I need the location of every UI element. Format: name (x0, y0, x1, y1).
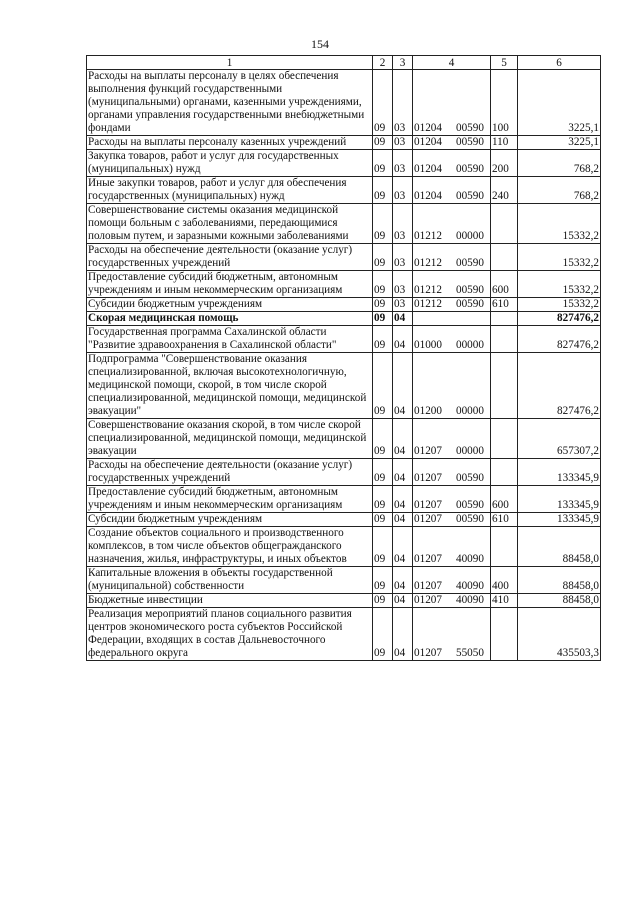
amount-cell: 88458,0 (518, 567, 601, 594)
subsection-code-cell: 03 (393, 136, 413, 150)
target-article-cell (413, 298, 491, 312)
expense-type-cell: 410 (491, 594, 518, 608)
target-article-direction: 00590 (455, 122, 484, 134)
expense-type-cell: 240 (491, 177, 518, 204)
table-header-row (87, 56, 601, 70)
row-name-cell: Капитальные вложения в объекты государственной (муниципальной) собственности (87, 567, 373, 594)
subsection-code-cell: 03 (393, 244, 413, 271)
target-article-direction: 40090 (455, 553, 484, 565)
section-code-cell: 09 (373, 136, 393, 150)
subsection-code-cell: 04 (393, 594, 413, 608)
amount-cell: 827476,2 (518, 312, 601, 326)
subsection-code-cell: 04 (393, 326, 413, 353)
target-article-program: 01207 (414, 472, 442, 484)
amount-cell: 3225,1 (518, 70, 601, 136)
target-article-cell (413, 312, 491, 326)
target-article-cell (413, 353, 491, 419)
row-name-cell: Создание объектов социального и производственного комплексов, в том числе объектов общегражданского назначения, жилья, инфраструктуры, и иных объектов (87, 527, 373, 567)
target-article-program: 01000 (414, 339, 442, 351)
row-name-cell: Закупка товаров, работ и услуг для государственных (муниципальных) нужд (87, 150, 373, 177)
section-code-cell: 09 (373, 150, 393, 177)
expense-type-cell (491, 353, 518, 419)
expense-type-cell: 110 (491, 136, 518, 150)
row-name-cell: Бюджетные инвестиции (87, 594, 373, 608)
expense-type-cell: 200 (491, 150, 518, 177)
subsection-code-cell: 03 (393, 204, 413, 244)
target-article-direction: 40090 (455, 580, 484, 592)
expense-type-cell (491, 312, 518, 326)
target-article-cell (413, 150, 491, 177)
table-row (87, 271, 601, 298)
amount-cell: 15332,2 (518, 204, 601, 244)
target-article-cell (413, 594, 491, 608)
table-row (87, 419, 601, 459)
section-code-cell: 09 (373, 271, 393, 298)
target-article-direction: 00590 (455, 298, 484, 310)
subsection-code-cell: 04 (393, 419, 413, 459)
target-article-program: 01207 (414, 499, 442, 511)
expense-type-cell: 600 (491, 486, 518, 513)
table-row (87, 459, 601, 486)
target-article-cell (413, 527, 491, 567)
amount-cell: 88458,0 (518, 527, 601, 567)
target-article-program: 01207 (414, 513, 442, 525)
row-name-cell: Совершенствование оказания скорой, в том числе скорой специализированной, медицинской помощи, медицинской эвакуации (87, 419, 373, 459)
target-article-program: 01207 (414, 445, 442, 457)
table-row (87, 244, 601, 271)
target-article-program: 01204 (414, 163, 442, 175)
target-article-program: 01204 (414, 190, 442, 202)
expense-type-cell (491, 459, 518, 486)
table-row (87, 326, 601, 353)
amount-cell: 827476,2 (518, 353, 601, 419)
section-code-cell: 09 (373, 527, 393, 567)
section-code-cell: 09 (373, 298, 393, 312)
expense-type-cell (491, 527, 518, 567)
target-article-direction: 40090 (455, 594, 484, 606)
table-row (87, 298, 601, 312)
page-number: 154 (311, 37, 329, 51)
row-name-cell: Государственная программа Сахалинской области "Развитие здравоохранения в Сахалинской области" (87, 326, 373, 353)
table-row (87, 527, 601, 567)
target-article-program: 01212 (414, 298, 442, 310)
target-article-program: 01212 (414, 257, 442, 269)
target-article-program: 01204 (414, 122, 442, 134)
amount-cell: 15332,2 (518, 298, 601, 312)
subsection-code-cell: 04 (393, 513, 413, 527)
amount-cell: 133345,9 (518, 459, 601, 486)
row-name-cell: Субсидии бюджетным учреждениям (87, 513, 373, 527)
table-row (87, 486, 601, 513)
section-code-cell: 09 (373, 608, 393, 661)
target-article-program: 01212 (414, 230, 442, 242)
section-code-cell: 09 (373, 70, 393, 136)
budget-table (86, 55, 601, 661)
target-article-direction: 00000 (455, 230, 484, 242)
table-row (87, 567, 601, 594)
expense-type-cell: 600 (491, 271, 518, 298)
column-header: 5 (491, 56, 518, 70)
subsection-code-cell: 03 (393, 177, 413, 204)
expense-type-cell: 610 (491, 298, 518, 312)
target-article-cell (413, 567, 491, 594)
column-header: 3 (393, 56, 413, 70)
row-name-cell: Предоставление субсидий бюджетным, автономным учреждениям и иным некоммерческим организациям (87, 271, 373, 298)
row-name-cell: Подпрограмма "Совершенствование оказания специализированной, включая высокотехнологичную, медицинской помощи, скорой, в том числе скорой специализированной, медицинской помощи, медицинской эвакуации" (87, 353, 373, 419)
amount-cell: 15332,2 (518, 271, 601, 298)
section-code-cell: 09 (373, 459, 393, 486)
expense-type-cell (491, 326, 518, 353)
section-code-cell: 09 (373, 244, 393, 271)
target-article-direction: 00590 (455, 472, 484, 484)
subsection-code-cell: 03 (393, 271, 413, 298)
target-article-program: 01207 (414, 580, 442, 592)
expense-type-cell (491, 204, 518, 244)
row-name-cell: Реализация мероприятий планов социального развития центров экономического роста субъектов Российской Федерации, входящих в состав Дальневосточного федерального округа (87, 608, 373, 661)
row-name-cell: Совершенствование системы оказания медицинской помощи больным с заболеваниями, передающимися половым путем, и заразными кожными заболеваниями (87, 204, 373, 244)
target-article-cell (413, 204, 491, 244)
target-article-program: 01200 (414, 405, 442, 417)
row-name-cell: Предоставление субсидий бюджетным, автономным учреждениям и иным некоммерческим организациям (87, 486, 373, 513)
target-article-direction: 00590 (455, 136, 484, 148)
target-article-direction: 00590 (455, 163, 484, 175)
row-name-cell: Иные закупки товаров, работ и услуг для обеспечения государственных (муниципальных) нужд (87, 177, 373, 204)
row-name-cell: Расходы на выплаты персоналу в целях обеспечения выполнения функций государственными (муниципальными) органами, казенными учреждениями, органами управления государственными внебюджетными фондами (87, 70, 373, 136)
target-article-cell (413, 70, 491, 136)
table-row (87, 353, 601, 419)
target-article-cell (413, 459, 491, 486)
target-article-direction: 00590 (455, 499, 484, 511)
section-code-cell: 09 (373, 567, 393, 594)
expense-type-cell (491, 608, 518, 661)
subsection-code-cell: 04 (393, 486, 413, 513)
section-code-cell: 09 (373, 594, 393, 608)
subsection-code-cell: 04 (393, 527, 413, 567)
target-article-direction: 00590 (455, 284, 484, 296)
target-article-direction: 00000 (455, 405, 484, 417)
amount-cell: 827476,2 (518, 326, 601, 353)
expense-type-cell: 610 (491, 513, 518, 527)
target-article-cell (413, 486, 491, 513)
target-article-cell (413, 326, 491, 353)
expense-type-cell: 100 (491, 70, 518, 136)
table-row (87, 312, 601, 326)
subsection-code-cell: 03 (393, 70, 413, 136)
table-row (87, 513, 601, 527)
subsection-code-cell: 04 (393, 353, 413, 419)
expense-type-cell: 400 (491, 567, 518, 594)
column-header: 6 (518, 56, 601, 70)
target-article-cell (413, 513, 491, 527)
table-row (87, 70, 601, 136)
target-article-program: 01212 (414, 284, 442, 296)
target-article-cell (413, 419, 491, 459)
section-code-cell: 09 (373, 204, 393, 244)
amount-cell: 88458,0 (518, 594, 601, 608)
section-code-cell: 09 (373, 419, 393, 459)
subsection-code-cell: 03 (393, 150, 413, 177)
section-code-cell: 09 (373, 353, 393, 419)
target-article-direction: 00590 (455, 513, 484, 525)
row-name-cell: Расходы на обеспечение деятельности (оказание услуг) государственных учреждений (87, 459, 373, 486)
section-code-cell: 09 (373, 486, 393, 513)
amount-cell: 435503,3 (518, 608, 601, 661)
table-row (87, 204, 601, 244)
target-article-program: 01204 (414, 136, 442, 148)
amount-cell: 15332,2 (518, 244, 601, 271)
column-header: 1 (87, 56, 373, 70)
target-article-program: 01207 (414, 553, 442, 565)
target-article-direction: 00590 (455, 190, 484, 202)
amount-cell: 768,2 (518, 177, 601, 204)
subsection-code-cell: 04 (393, 567, 413, 594)
amount-cell: 133345,9 (518, 486, 601, 513)
table-row (87, 177, 601, 204)
table-row (87, 594, 601, 608)
section-code-cell: 09 (373, 326, 393, 353)
row-name-cell: Расходы на обеспечение деятельности (оказание услуг) государственных учреждений (87, 244, 373, 271)
amount-cell: 3225,1 (518, 136, 601, 150)
target-article-cell (413, 271, 491, 298)
table-row (87, 136, 601, 150)
table-row (87, 608, 601, 661)
subsection-code-cell: 04 (393, 608, 413, 661)
amount-cell: 657307,2 (518, 419, 601, 459)
expense-type-cell (491, 419, 518, 459)
subsection-code-cell: 04 (393, 312, 413, 326)
amount-cell: 768,2 (518, 150, 601, 177)
target-article-direction: 55050 (455, 647, 484, 659)
column-header: 2 (373, 56, 393, 70)
row-name-cell: Расходы на выплаты персоналу казенных учреждений (87, 136, 373, 150)
row-name-cell: Скорая медицинская помощь (87, 312, 373, 326)
target-article-cell (413, 608, 491, 661)
section-code-cell: 09 (373, 177, 393, 204)
table-body (87, 70, 601, 661)
section-code-cell: 09 (373, 312, 393, 326)
table-row (87, 150, 601, 177)
target-article-cell (413, 136, 491, 150)
amount-cell: 133345,9 (518, 513, 601, 527)
expense-type-cell (491, 244, 518, 271)
target-article-cell (413, 177, 491, 204)
section-code-cell: 09 (373, 513, 393, 527)
target-article-direction: 00000 (455, 339, 484, 351)
target-article-program: 01207 (414, 594, 442, 606)
target-article-program: 01207 (414, 647, 442, 659)
column-header: 4 (413, 56, 491, 70)
target-article-direction: 00000 (455, 445, 484, 457)
row-name-cell: Субсидии бюджетным учреждениям (87, 298, 373, 312)
target-article-cell (413, 244, 491, 271)
subsection-code-cell: 04 (393, 459, 413, 486)
subsection-code-cell: 03 (393, 298, 413, 312)
target-article-direction: 00590 (455, 257, 484, 269)
